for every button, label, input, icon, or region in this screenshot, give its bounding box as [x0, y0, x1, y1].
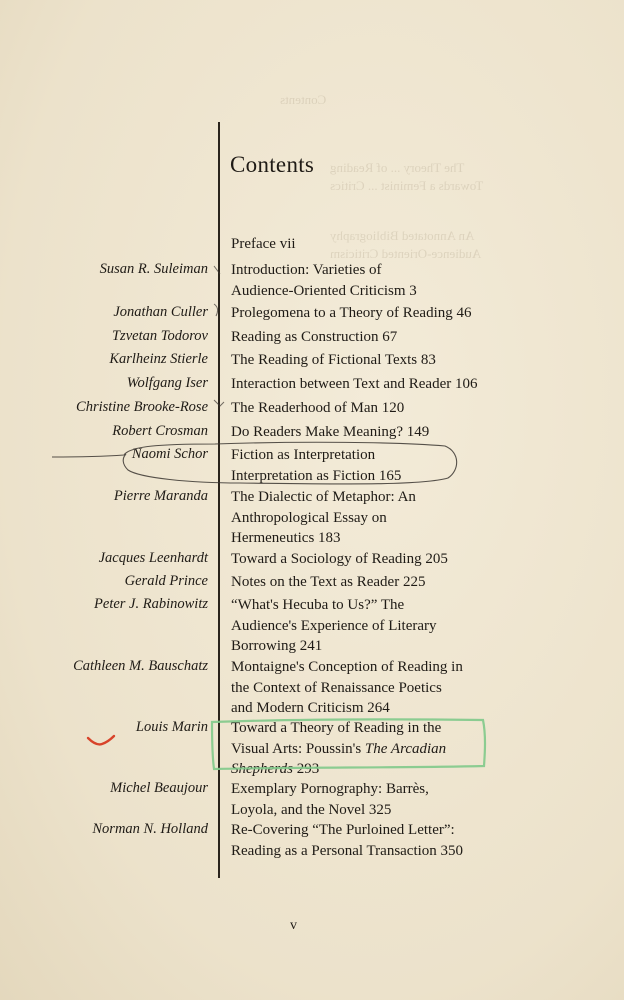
- entry-author: Christine Brooke-Rose: [76, 399, 208, 415]
- page-title: Contents: [230, 152, 315, 177]
- entry-title: [231, 487, 561, 549]
- title-line: Re-Covering “The Purloined Letter”:: [231, 822, 455, 838]
- italic-title: Shepherds: [231, 761, 293, 777]
- entry-author: Norman N. Holland: [92, 821, 208, 837]
- show-through-text: Audience-Oriented Criticism: [330, 246, 482, 261]
- title-line: and Modern Criticism 264: [231, 700, 390, 716]
- preface-entry: Preface vii: [231, 236, 296, 252]
- entry-author: Naomi Schor: [131, 446, 208, 462]
- entry-author: Jacques Leenhardt: [98, 550, 208, 566]
- entry-title: [231, 303, 561, 324]
- title-line: [231, 739, 561, 760]
- entry-author: Pierre Maranda: [113, 488, 208, 504]
- page-folio: v: [290, 918, 297, 933]
- show-through-text: An Annotated Bibliography: [330, 228, 475, 243]
- entry-author: Susan R. Suleiman: [99, 261, 208, 277]
- title-line: Toward a Sociology of Reading 205: [231, 551, 448, 567]
- entry-title: [231, 595, 561, 657]
- title-line: Do Readers Make Meaning? 149: [231, 424, 430, 440]
- entry-author: Peter J. Rabinowitz: [94, 596, 208, 612]
- title-line: The Dialectic of Metaphor: An: [231, 489, 416, 505]
- title-text: Visual Arts: Poussin's: [231, 740, 365, 757]
- page-number: 293: [292, 761, 320, 777]
- title-line: Borrowing 241: [231, 638, 323, 654]
- title-line: Audience-Oriented Criticism 3: [231, 282, 417, 299]
- show-through-text: The Theory ... of Reading: [330, 160, 465, 175]
- entry-title: [231, 398, 561, 419]
- title-line: Reading as Construction 67: [231, 329, 398, 345]
- entry-title: [231, 374, 561, 395]
- title-line: Interpretation as Fiction 165: [231, 467, 402, 484]
- title-line: Fiction as Interpretation: [231, 447, 376, 463]
- entry-author: Michel Beaujour: [110, 780, 208, 796]
- show-through-text: Contents: [280, 92, 327, 107]
- title-line: the Context of Renaissance Poetics: [231, 679, 442, 696]
- title-line: The Readerhood of Man 120: [231, 400, 405, 416]
- entry-title: [231, 779, 561, 820]
- title-line: [231, 759, 561, 780]
- title-line: Introduction: Varieties of: [231, 262, 382, 278]
- title-line: Anthropological Essay on: [231, 509, 387, 526]
- entry-author: Karlheinz Stierle: [109, 351, 208, 367]
- entry-title: [231, 350, 561, 371]
- entry-author: Gerald Prince: [124, 573, 208, 589]
- entry-author: Wolfgang Iser: [126, 375, 208, 391]
- entry-author: Tzvetan Todorov: [111, 328, 208, 344]
- entry-title: [231, 572, 561, 593]
- entry-author: Louis Marin: [135, 719, 208, 735]
- title-line: Prolegomena to a Theory of Reading 46: [231, 305, 472, 321]
- title-line: Notes on the Text as Reader 225: [231, 574, 426, 590]
- title-line: Loyola, and the Novel 325: [231, 801, 392, 818]
- title-line: Audience's Experience of Literary: [231, 617, 437, 634]
- entry-title: [231, 718, 561, 780]
- entry-author: Jonathan Culler: [113, 304, 208, 320]
- entry-title: [231, 657, 561, 719]
- entry-title: [231, 327, 561, 348]
- entry-title: [231, 422, 561, 443]
- entry-title: [231, 260, 561, 301]
- title-line: Montaigne's Conception of Reading in: [231, 659, 463, 675]
- entry-title: [231, 549, 561, 570]
- title-line: Hermeneutics 183: [231, 530, 341, 546]
- title-line: Exemplary Pornography: Barrès,: [231, 781, 429, 797]
- entry-author: Robert Crosman: [112, 423, 208, 439]
- vertical-divider: [218, 122, 220, 878]
- entry-title: [231, 820, 561, 861]
- entry-title: [231, 445, 561, 486]
- show-through-text: Towards a Feminist ... Critics: [330, 178, 484, 193]
- title-line: Toward a Theory of Reading in the: [231, 720, 442, 736]
- entry-author: Cathleen M. Bauschatz: [73, 658, 208, 674]
- title-line: Reading as a Personal Transaction 350: [231, 842, 464, 859]
- title-line: The Reading of Fictional Texts 83: [231, 352, 436, 368]
- title-line: Interaction between Text and Reader 106: [231, 376, 478, 392]
- italic-title: The Arcadian: [364, 740, 447, 757]
- red-check-mark: [88, 736, 114, 744]
- title-line: “What's Hecuba to Us?” The: [231, 597, 405, 613]
